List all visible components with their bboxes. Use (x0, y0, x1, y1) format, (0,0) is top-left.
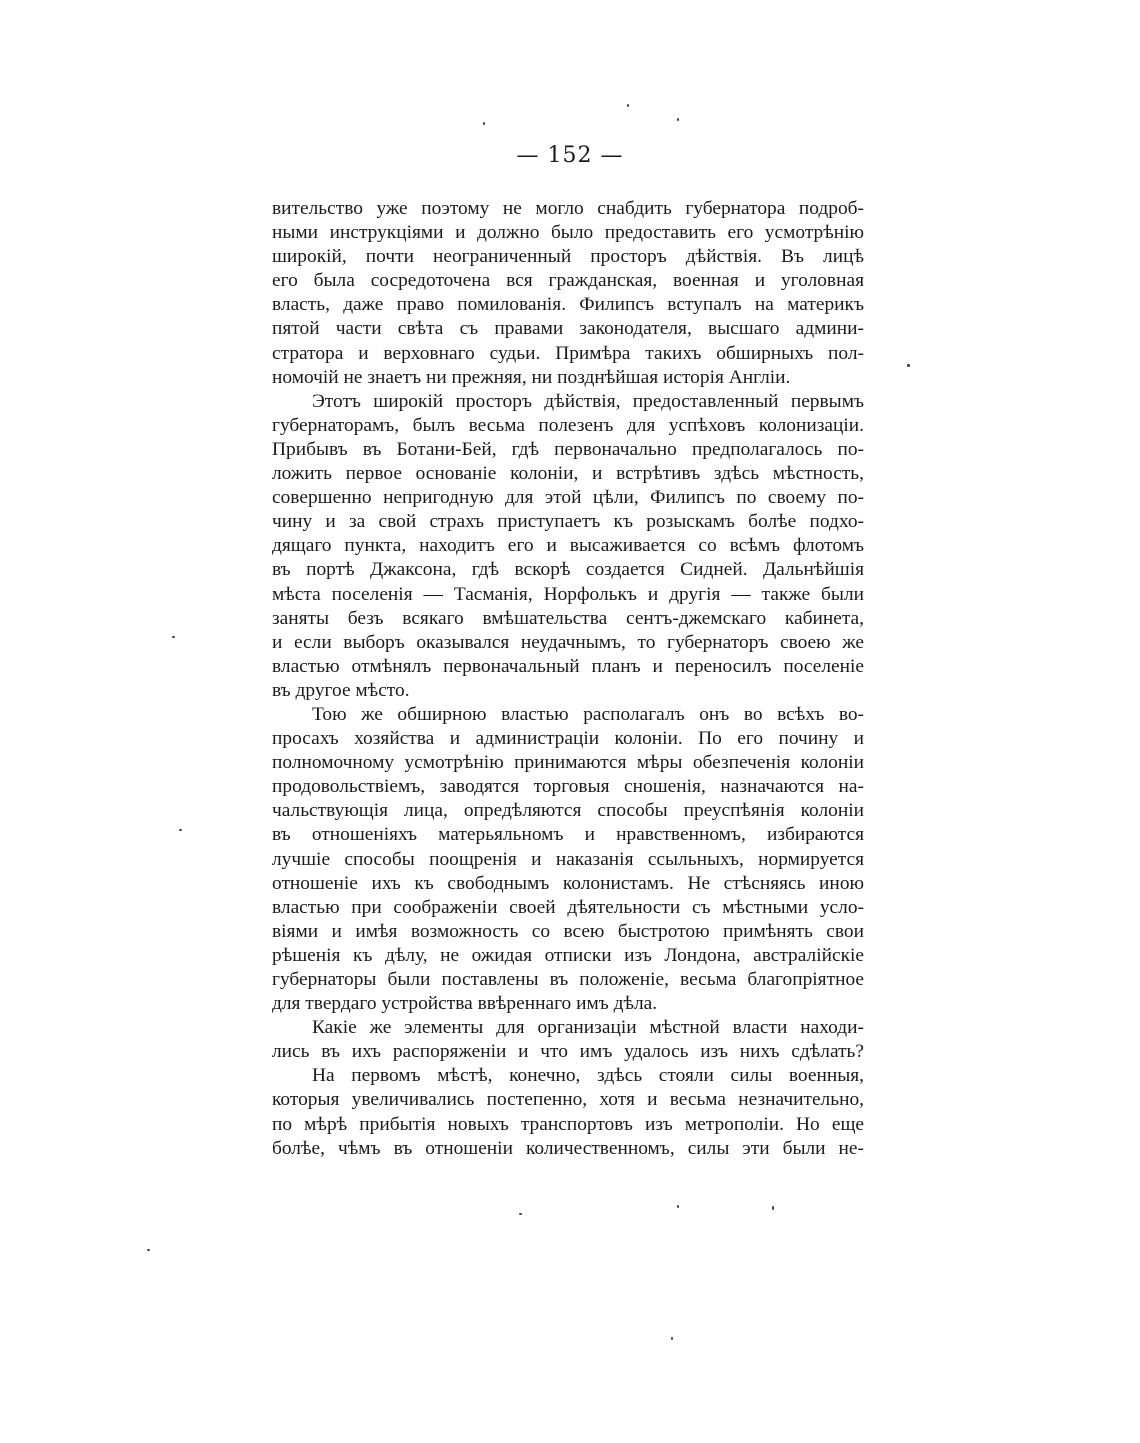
text-line: вительство уже поэтому не могло снабдить губернатора подроб- (272, 198, 864, 219)
body-text (272, 197, 864, 1161)
text-line: чину и за свой страхъ приступаетъ къ розыскамъ болѣе подхо- (272, 511, 864, 533)
scan-speck (677, 118, 679, 121)
text-line: въ другое мѣсто. (272, 679, 410, 701)
text-line: губернаторамъ, былъ весьма полезенъ для успѣховъ колонизаціи. (272, 414, 864, 436)
text-line: совершенно непригодную для этой цѣли, Филипсъ по своему по- (272, 487, 864, 509)
paragraph-start-line: Какіе же элементы для организаціи мѣстной власти находи- (312, 1017, 864, 1039)
text-line: лись въ ихъ распоряженіи и что имъ удалось изъ нихъ сдѣлать? (272, 1041, 864, 1063)
scan-speck (147, 1249, 150, 1251)
scan-speck (671, 1337, 673, 1340)
text-line: его была сосредоточена вся гражданская, военная и уголовная (272, 270, 864, 292)
scan-speck (772, 1206, 774, 1210)
text-line: віями и имѣя возможность со всею быстротою примѣнять свои (272, 920, 864, 942)
text-line: дящаго пункта, находитъ его и высаживается со всѣмъ флотомъ (272, 535, 864, 557)
text-line: болѣе, чѣмъ въ отношеніи количественномъ, силы эти были не- (272, 1137, 864, 1159)
page-number: — 152 — (516, 143, 624, 168)
text-line: въ отношеніяхъ матерьяльномъ и нравственномъ, избираются (272, 824, 864, 846)
text-line: властью при соображеніи своей дѣятельности съ мѣстными усло- (272, 896, 864, 918)
text-line: лучшіе способы поощренія и наказанія ссыльныхъ, нормируется (272, 848, 864, 870)
text-line: власть, даже право помилованія. Филипсъ вступалъ на материкъ (272, 294, 864, 316)
text-line: по мѣрѣ прибытія новыхъ транспортовъ изъ метрополіи. Но еще (272, 1113, 864, 1135)
text-line: для твердаго устройства ввѣреннаго имъ дѣла. (272, 993, 658, 1015)
text-line: въ портѣ Джаксона, гдѣ вскорѣ создается Сидней. Дальнѣйшія (272, 559, 864, 581)
text-line: губернаторы были поставлены въ положеніе, весьма благопріятное (272, 969, 864, 990)
scan-speck (627, 104, 629, 107)
text-line: чальствующія лица, опредѣляются способы преуспѣянія колоніи (272, 800, 864, 822)
scan-speck (907, 364, 910, 367)
text-line: стратора и верховнаго судьи. Примѣра такихъ обширныхъ пол- (272, 342, 864, 364)
paragraph-start-line: Тою же обширною властью располагалъ онъ во всѣхъ во- (312, 703, 864, 725)
text-line: властью отмѣнялъ первоначальный планъ и переносилъ поселеніе (272, 655, 864, 677)
text-line: и если выборъ оказывался неудачнымъ, то губернаторъ своею же (272, 631, 864, 653)
text-line: продовольствіемъ, заводятся торговыя сношенія, назначаются на- (272, 776, 864, 798)
text-line: ными инструкціями и должно было предоставить его усмотрѣнію (272, 222, 864, 244)
text-line: номочій не знаетъ ни прежняя, ни позднѣйшая исторія Англіи. (272, 366, 791, 388)
text-line: отношеніе ихъ къ свободнымъ колонистамъ. Не стѣсняясь иною (272, 872, 864, 894)
text-line: Прибывъ въ Ботани-Бей, гдѣ первоначально предполагалось по- (272, 438, 864, 460)
text-line: широкій, почти неограниченный просторъ дѣйствія. Въ лицѣ (272, 246, 864, 268)
text-line: мѣста поселенія — Тасманія, Норфолькъ и другія — также были (272, 583, 864, 605)
text-line: рѣшенія къ дѣлу, не ожидая отписки изъ Лондона, австралійскіе (272, 944, 864, 966)
text-line: просахъ хозяйства и администраціи колоніи. По его почину и (272, 728, 864, 750)
paragraph-start-line: На первомъ мѣстѣ, конечно, здѣсь стояли силы военныя, (312, 1065, 864, 1087)
text-line: которыя увеличивались постепенно, хотя и весьма незначительно, (272, 1089, 864, 1111)
text-line: заняты безъ всякаго вмѣшательства сентъ-джемскаго кабинета, (272, 607, 864, 629)
scan-speck (677, 1205, 679, 1208)
scan-speck (179, 829, 182, 831)
scan-speck (172, 636, 175, 638)
scan-speck (483, 122, 485, 125)
text-line: ложить первое основаніе колоніи, и встрѣтивъ здѣсь мѣстность, (272, 463, 864, 485)
paragraph-start-line: Этотъ широкій просторъ дѣйствія, предоставленный первымъ (312, 390, 864, 412)
scan-speck (519, 1213, 522, 1215)
text-line: полномочному усмотрѣнію принимаются мѣры обезпеченія колоніи (272, 752, 864, 774)
text-line: пятой части свѣта съ правами законодателя, высшаго админи- (272, 318, 864, 340)
